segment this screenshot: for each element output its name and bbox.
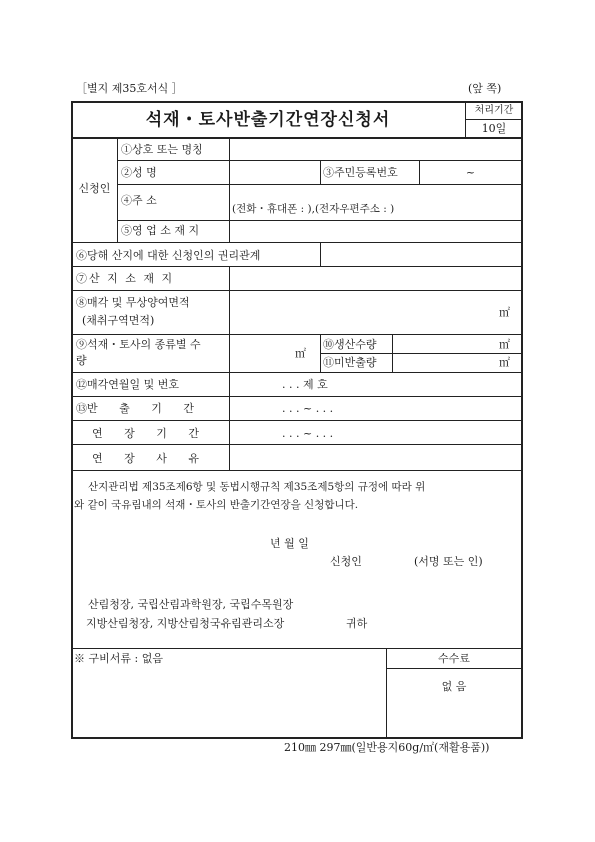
documents-label: ※ 구비서류 : 없음 xyxy=(74,652,163,665)
footer-top-line xyxy=(71,648,522,649)
sale-area-label: ⑧매각 및 무상양여면적 xyxy=(76,296,190,309)
shipping-period-field[interactable]: . . . ~ . . . xyxy=(282,402,334,415)
unshipped-label: ⑪미반출량 xyxy=(323,356,377,369)
business-name-field[interactable] xyxy=(232,140,520,158)
name-label xyxy=(121,166,227,180)
row-line xyxy=(320,353,522,354)
stone-qty-field[interactable]: ㎡ xyxy=(295,347,306,360)
row-line xyxy=(71,242,522,243)
applicant-label-divider xyxy=(229,138,230,242)
row-line xyxy=(71,396,522,397)
contact-info-field[interactable]: (전화・휴대폰 : ),(전자우편주소 : ) xyxy=(232,203,395,215)
extension-reason-label: 연 장 사 유 xyxy=(92,452,199,465)
unshipped-field[interactable]: ㎡ xyxy=(499,356,510,369)
fee-row-line xyxy=(386,668,522,669)
produced-label: ⑩생산수량 xyxy=(323,338,377,351)
resident-no-field[interactable]: ~ xyxy=(465,166,476,179)
row-line xyxy=(71,420,522,421)
addressee-line-2: 지방산림청장, 지방산림청국유림관리소장 xyxy=(86,617,285,630)
resident-no-label: ③주민등록번호 xyxy=(323,166,398,179)
row-line xyxy=(117,220,522,221)
extension-reason-field[interactable] xyxy=(232,446,520,468)
row-line xyxy=(71,470,522,471)
relation-field[interactable] xyxy=(323,244,520,264)
stone-qty-label: ⑨석재・토사의 종류별 수 xyxy=(76,338,201,351)
title-bottom xyxy=(71,137,523,139)
row-line xyxy=(71,444,522,445)
sale-date-field[interactable]: . . . 제 호 xyxy=(282,378,328,391)
col-line xyxy=(320,242,321,266)
form-title: 석재・토사반출기간연장신청서 xyxy=(145,110,391,130)
processing-divider xyxy=(465,119,522,120)
business-location-field[interactable] xyxy=(232,222,520,240)
date-line[interactable]: 년 월 일 xyxy=(270,537,309,550)
mountain-location-label: ⑦산 지 소 재 지 xyxy=(76,272,175,285)
declaration-line-1: 산지관리법 제35조제6항 및 동법시행규칙 제35조제5항의 규정에 따라 위 xyxy=(88,481,426,493)
fee-label: 수수료 xyxy=(438,652,470,665)
fee-value: 없 음 xyxy=(441,680,467,693)
addressee-line-1: 산림청장, 국립산림과학원장, 국립수목원장 xyxy=(88,598,294,611)
applicant-divider xyxy=(117,138,118,242)
col-line xyxy=(320,160,321,184)
page-side: (앞 쪽) xyxy=(468,82,502,95)
form-code: ［별지 제35호서식 ］ xyxy=(76,82,183,95)
frame-bottom xyxy=(71,737,523,739)
row-line xyxy=(117,184,522,185)
sale-area-sublabel: (채취구역면적) xyxy=(82,314,155,327)
shipping-period-label: ⑬반 출 기 간 xyxy=(76,402,194,415)
row-line xyxy=(71,372,522,373)
frame-top xyxy=(71,101,523,103)
name-label-text: ②성 명 xyxy=(121,166,157,179)
row-line xyxy=(71,290,522,291)
applicant-section-label: 신청인 xyxy=(78,182,111,195)
business-name-label: ①상호 또는 명칭 xyxy=(121,143,203,156)
mountain-location-field[interactable] xyxy=(232,268,520,288)
extension-period-label: 연 장 기 간 xyxy=(92,427,199,440)
declaration-line-2: 와 같이 국유림내의 석재・토사의 반출기간연장을 신청합니다. xyxy=(74,499,359,511)
addressee-suffix: 귀하 xyxy=(346,617,368,630)
business-location-label: ⑤영 업 소 재 지 xyxy=(121,224,200,237)
stone-qty-label-cont: 량 xyxy=(76,354,87,367)
sale-area-field[interactable]: ㎡ xyxy=(499,306,510,319)
row-line xyxy=(71,266,522,267)
relation-label: ⑥당해 산지에 대한 신청인의 권리관계 xyxy=(76,249,261,262)
col-line xyxy=(229,444,230,470)
label-column-line xyxy=(229,266,230,454)
extension-period-field[interactable]: . . . ~ . . . xyxy=(282,427,334,440)
name-field[interactable] xyxy=(232,162,318,182)
paper-spec: 210㎜ 297㎜(일반용지60g/㎡(재활용품)) xyxy=(284,741,490,754)
sale-date-label: ⑫매각연월일 및 번호 xyxy=(76,378,180,391)
processing-period-label: 처리기간 xyxy=(474,105,514,116)
processing-period-value: 10일 xyxy=(481,122,507,135)
row-line xyxy=(71,334,522,335)
produced-field[interactable]: ㎡ xyxy=(499,338,510,351)
signer-label: 신청인 xyxy=(330,555,362,568)
signature-field[interactable]: (서명 또는 인) xyxy=(414,555,483,568)
address-label: ④주 소 xyxy=(121,194,157,207)
